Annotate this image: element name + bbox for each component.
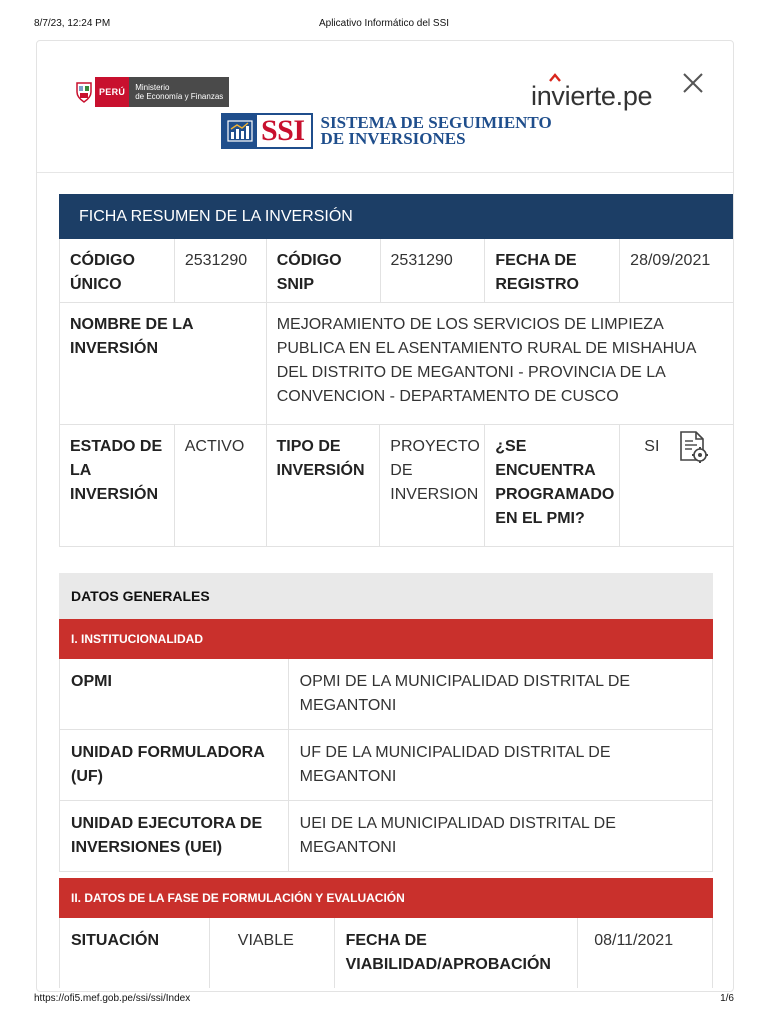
fecha-viabilidad-value: 08/11/2021 bbox=[578, 918, 713, 988]
modal-header bbox=[37, 41, 734, 173]
ficha-row-codes bbox=[60, 239, 734, 303]
ficha-grid bbox=[59, 239, 734, 547]
datos-generales bbox=[59, 573, 713, 988]
fecha-viabilidad-label: FECHA DE VIABILIDAD/APROBACIÓN bbox=[335, 918, 579, 988]
print-title: Aplicativo Informático del SSI bbox=[318, 18, 450, 29]
ssi-logo-box bbox=[221, 113, 313, 149]
ssi-line-2: DE INVERSIONES bbox=[320, 129, 466, 148]
situacion-row bbox=[59, 918, 713, 988]
bar-chart-icon bbox=[223, 115, 257, 147]
peru-label: PERÚ bbox=[95, 77, 129, 107]
uf-label: UNIDAD FORMULADORA (UF) bbox=[60, 730, 289, 800]
situacion-label: SITUACIÓN bbox=[60, 918, 210, 988]
tipo-inversion-label: TIPO DE INVERSIÓN bbox=[267, 425, 381, 546]
estado-label: ESTADO DE LA INVERSIÓN bbox=[60, 425, 175, 546]
nombre-value: MEJORAMIENTO DE LOS SERVICIOS DE LIMPIEZA PUBLICA EN EL ASENTAMIENTO RURAL DE MISHAHUA DEL DISTRITO DE MEGANTONI - PROVINCIA DE LA CONVENCION - DEPARTAMENTO DE CUSCO bbox=[267, 303, 734, 424]
uf-row bbox=[59, 730, 713, 801]
investment-summary-modal bbox=[36, 40, 734, 992]
pmi-label: ¿SE ENCUENTRA PROGRAMADO EN EL PMI? bbox=[485, 425, 620, 546]
ficha-row-estado bbox=[60, 425, 734, 547]
opmi-value: OPMI DE LA MUNICIPALIDAD DISTRITAL DE MEGANTONI bbox=[289, 659, 713, 729]
ficha-resumen bbox=[59, 194, 734, 547]
ficha-title: FICHA RESUMEN DE LA INVERSIÓN bbox=[59, 194, 734, 239]
nombre-label: NOMBRE DE LA INVERSIÓN bbox=[60, 303, 267, 424]
codigo-unico-label: CÓDIGO ÚNICO bbox=[60, 239, 175, 302]
print-header bbox=[0, 18, 768, 32]
pmi-cell bbox=[620, 425, 734, 546]
fecha-registro-value: 28/09/2021 bbox=[620, 239, 734, 302]
uei-row bbox=[59, 801, 713, 872]
codigo-snip-label: CÓDIGO SNIP bbox=[267, 239, 381, 302]
invierte-logo bbox=[531, 81, 652, 112]
pmi-value: SI bbox=[644, 438, 660, 455]
ssi-line-1: SISTEMA DE SEGUIMIENTO bbox=[320, 113, 552, 132]
situacion-value: VIABLE bbox=[210, 918, 335, 988]
uei-label: UNIDAD EJECUTORA DE INVERSIONES (UEI) bbox=[60, 801, 289, 871]
peru-shield-icon bbox=[73, 77, 95, 107]
print-page-number: 1/6 bbox=[720, 993, 734, 1004]
section-formulacion-evaluacion: II. DATOS DE LA FASE DE FORMULACIÓN Y EVALUACIÓN bbox=[59, 878, 713, 918]
print-url: https://ofi5.mef.gob.pe/ssi/ssi/Index bbox=[34, 993, 191, 1004]
tipo-inversion-value: PROYECTO DE INVERSION bbox=[380, 425, 485, 546]
ficha-row-nombre bbox=[60, 303, 734, 425]
opmi-row bbox=[59, 659, 713, 730]
ssi-letters: SSI bbox=[261, 114, 305, 147]
opmi-label: OPMI bbox=[60, 659, 289, 729]
ministry-line-1: Ministerio bbox=[135, 83, 170, 92]
estado-value: ACTIVO bbox=[175, 425, 267, 546]
caret-icon bbox=[549, 73, 561, 82]
ministry-label bbox=[129, 77, 229, 107]
datos-generales-title: DATOS GENERALES bbox=[59, 573, 713, 619]
print-footer bbox=[0, 993, 768, 1007]
uf-value: UF DE LA MUNICIPALIDAD DISTRITAL DE MEGANTONI bbox=[289, 730, 713, 800]
close-button[interactable] bbox=[679, 69, 707, 97]
invierte-label: invierte.pe bbox=[531, 81, 653, 111]
codigo-snip-value: 2531290 bbox=[381, 239, 486, 302]
fecha-registro-label: FECHA DE REGISTRO bbox=[485, 239, 620, 302]
uei-value: UEI DE LA MUNICIPALIDAD DISTRITAL DE MEGANTONI bbox=[289, 801, 713, 871]
print-date: 8/7/23, 12:24 PM bbox=[34, 18, 111, 29]
codigo-unico-value: 2531290 bbox=[175, 239, 267, 302]
ministry-line-2: de Economía y Finanzas bbox=[135, 92, 224, 101]
section-institucionalidad: I. INSTITUCIONALIDAD bbox=[59, 619, 713, 659]
close-icon bbox=[679, 69, 707, 97]
document-gear-icon[interactable] bbox=[675, 429, 711, 473]
ssi-system-name bbox=[321, 115, 552, 147]
ssi-logo bbox=[221, 113, 552, 149]
mef-logo bbox=[73, 77, 229, 107]
